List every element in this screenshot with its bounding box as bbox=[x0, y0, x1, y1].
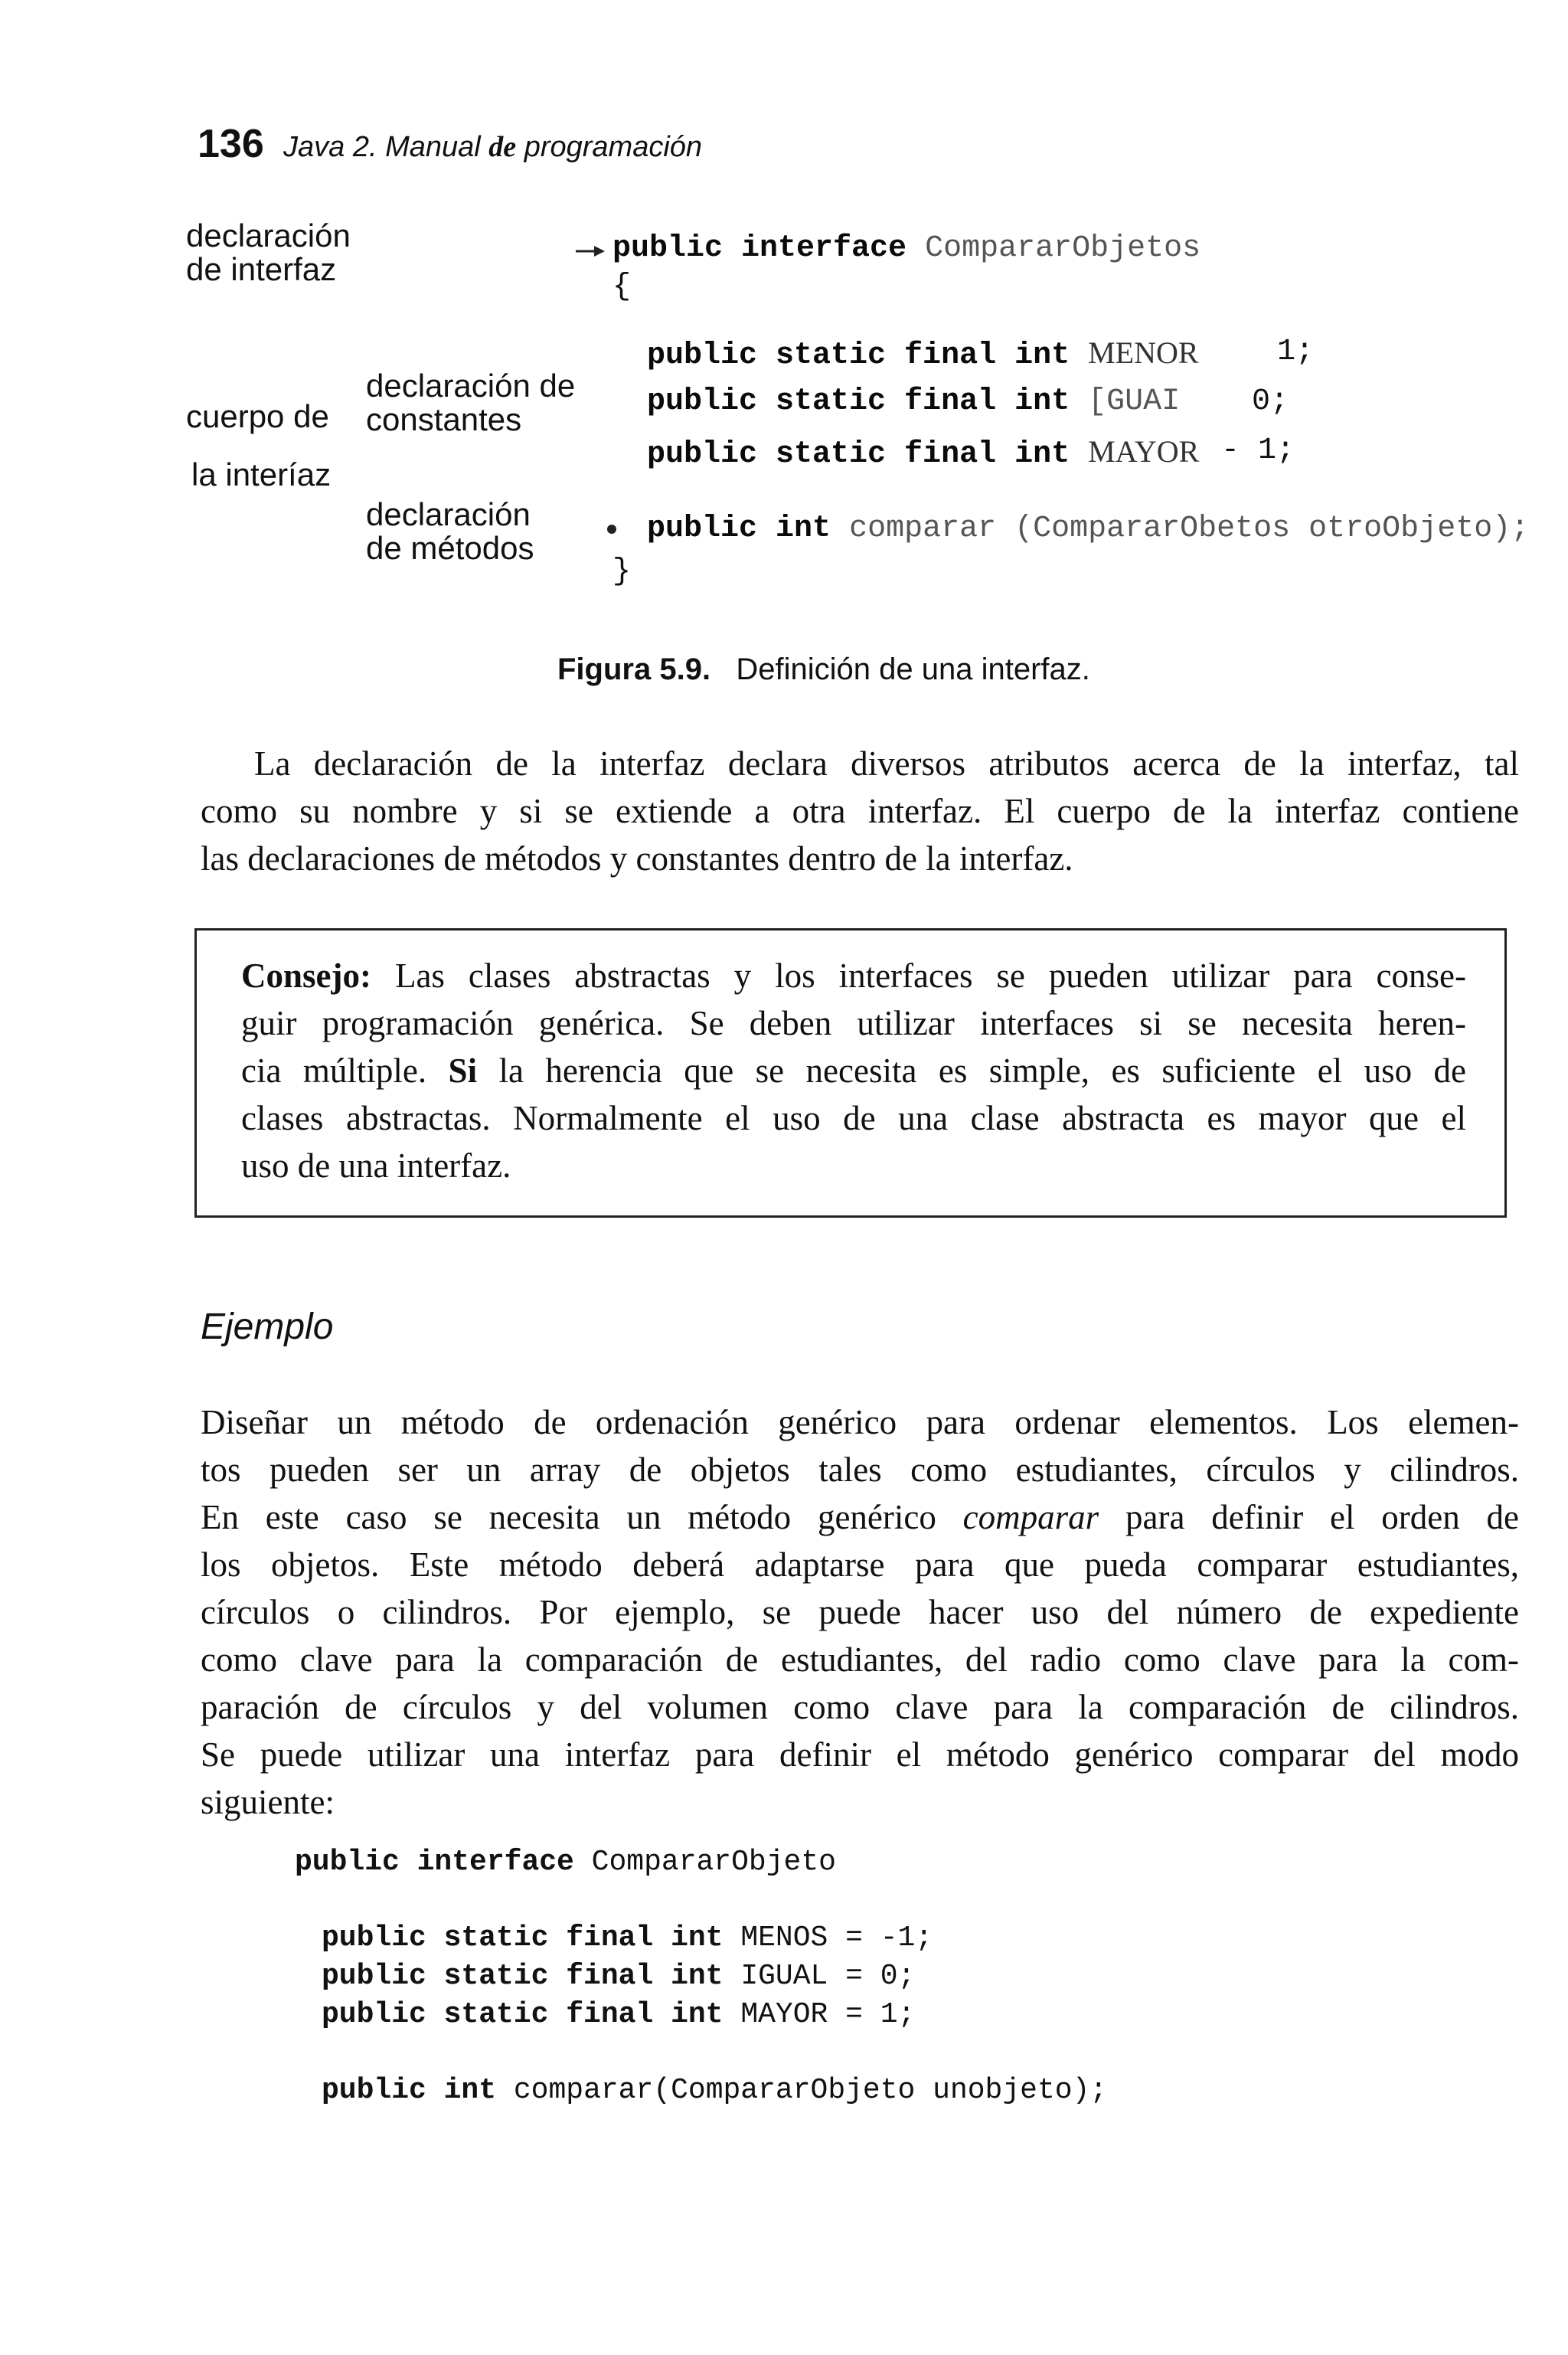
code-constant-mayor-value: - 1; bbox=[1221, 433, 1295, 468]
label-interface-declaration: declaración de interfaz bbox=[186, 218, 351, 287]
label-methods-declaration: declaración de métodos bbox=[366, 496, 534, 566]
code-example-constant-mayor: public static final int MAYOR = 1; bbox=[322, 1998, 916, 2031]
figure-caption: Figura 5.9. Definición de una interfaz. bbox=[557, 653, 1090, 686]
code-close-brace: } bbox=[612, 554, 632, 589]
code-interface-header: public interface CompararObjetos bbox=[612, 231, 1201, 266]
bullet-marker-icon bbox=[605, 522, 619, 536]
code-constant-menor: public static final int MENOR bbox=[647, 335, 1199, 373]
text-line: guir programación genérica. Se deben utilizar interfaces si se necesita heren- bbox=[241, 1004, 1466, 1042]
label-interface-body-1: cuerpo de bbox=[186, 398, 329, 434]
code-constant-igual-value: 0; bbox=[1252, 384, 1289, 419]
code-open-brace: { bbox=[612, 270, 632, 304]
paragraph-interface-description bbox=[201, 740, 1519, 882]
text-line: La declaración de la interfaz declara diversos atributos acerca de la interfaz, tal bbox=[254, 744, 1519, 783]
text-line: las declaraciones de métodos y constantes dentro de la interfaz. bbox=[201, 839, 1073, 878]
code-method-comparar: public int comparar (CompararObetos otroObjeto); bbox=[647, 512, 1530, 546]
tip-label: Consejo: bbox=[241, 957, 371, 995]
code-example-header: public interface CompararObjeto bbox=[295, 1846, 836, 1879]
code-example-constant-igual: public static final int IGUAL = 0; bbox=[322, 1960, 916, 1993]
text-line: clases abstractas. Normalmente el uso de una clase abstracta es mayor que el bbox=[241, 1099, 1466, 1137]
code-constant-igual: public static final int [GUAI bbox=[647, 384, 1181, 419]
code-example-constant-menos: public static final int MENOS = -1; bbox=[322, 1922, 933, 1954]
emphasis-comparar: comparar bbox=[962, 1498, 1099, 1536]
text-line: uso de una interfaz. bbox=[241, 1146, 511, 1185]
tip-box bbox=[194, 928, 1507, 1218]
code-example-method: public int comparar(CompararObjeto unobjeto); bbox=[322, 2074, 1108, 2107]
code-constant-menor-value: 1; bbox=[1277, 335, 1315, 369]
tip-text: Consejo: Las clases abstractas y los interfaces se pueden utilizar para conse- guir programación genérica. Se deben utilizar interfaces si se necesita heren- cia múltiple. Si la herencia que se necesita es simple, es suficiente el uso de clases abstractas. Normalmente el uso de una clase abstracta es mayor que el uso de una interfaz. bbox=[241, 952, 1466, 1189]
section-heading-example: Ejemplo bbox=[201, 1307, 334, 1347]
running-title: Java 2. Manual de programación bbox=[283, 131, 703, 163]
code-constant-mayor: public static final int MAYOR bbox=[647, 434, 1200, 472]
label-interface-body-2: la interíaz bbox=[191, 456, 332, 492]
text-line: como su nombre y si se extiende a otra interfaz. El cuerpo de la interfaz contiene bbox=[201, 792, 1519, 830]
page-number: 136 bbox=[198, 122, 264, 166]
label-constants-declaration: declaración de constantes bbox=[366, 368, 576, 437]
paragraph-example-description: Diseñar un método de ordenación genérico para ordenar elementos. Los elemen- tos pueden ser un array de objetos tales como estudiantes, círculos y cilindros. En este caso se necesita un método genérico comparar para definir el orden de los objetos. Este método deberá adaptarse para que pueda comparar estudiantes, círculos o cilindros. Por ejemplo, se puede hacer uso del número de expediente como clave para la comparación de estudiantes, del radio como clave para la com- paración de círculos y del volumen como clave para la comparación de cilindros. Se puede utilizar una interfaz para definir el método genérico comparar del modo siguiente: bbox=[201, 1403, 1520, 1821]
arrow-marker-icon bbox=[576, 244, 606, 259]
